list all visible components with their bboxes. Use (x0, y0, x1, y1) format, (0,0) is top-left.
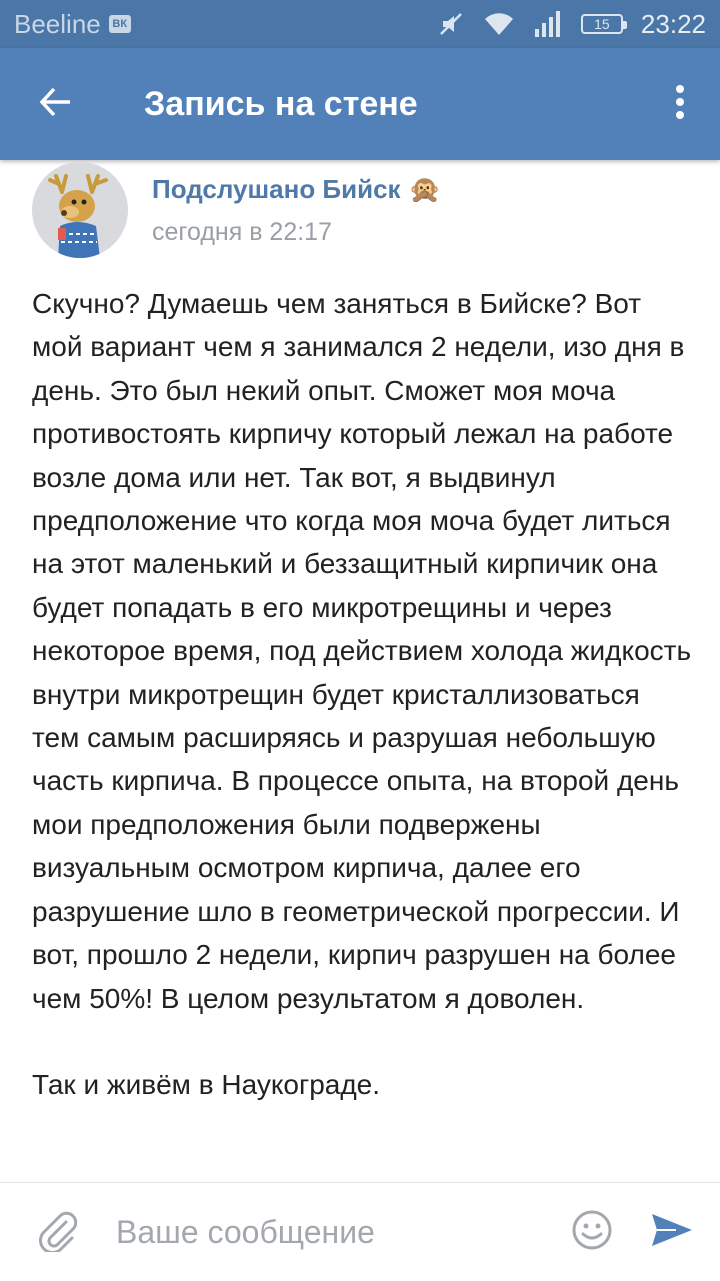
battery-icon (581, 14, 623, 34)
avatar[interactable] (32, 162, 128, 258)
post-date: сегодня в 22:17 (152, 218, 332, 246)
app-bar (0, 48, 720, 160)
post-paragraph: Скучно? Думаешь чем заняться в Бийске? Вот мой вариант чем я занимался 2 недели, изо дня в день. Это был некий опыт. Сможет моя моча противостоять кирпичу который лежал на работе возле дома или нет. Так вот, я выдвинул предположение что когда моя моча будет литься на этот маленький и беззащитный кирпичик она будет попадать в его микротрещины и через некоторое время, под действием холода жидкость внутри микротрещин будет кристаллизоваться тем самым расширяясь и разрушая небольшую часть кирпича. В процессе опыта, на второй день мои предположения были подвержены визуальным осмотром кирпича, далее его разрушение шло в геометрической прогрессии. И вот, прошло 2 недели, кирпич разрушен на более чем 50%! В целом результатом я доволен. (32, 288, 692, 1014)
wifi-icon (483, 11, 515, 37)
send-icon (650, 1212, 694, 1253)
page-title: Запись на стене (144, 84, 418, 123)
smiley-icon (571, 1209, 613, 1256)
vk-notification-icon: ВК (109, 15, 131, 33)
mute-icon (437, 10, 465, 38)
emoji-button[interactable] (560, 1183, 624, 1281)
carrier-name: Beeline (14, 8, 101, 39)
status-icons (437, 9, 706, 40)
attach-button[interactable] (0, 1183, 116, 1281)
paragraph-gap (32, 1020, 692, 1063)
post-text (32, 282, 692, 1106)
author-name: Подслушано Бийск (152, 174, 401, 204)
more-options-button[interactable] (640, 48, 720, 160)
clock: 23:22 (640, 8, 706, 39)
message-composer (0, 1182, 720, 1281)
send-button[interactable] (624, 1183, 720, 1281)
back-button[interactable] (0, 48, 112, 160)
status-bar (0, 0, 720, 48)
post-header (32, 162, 692, 258)
signal-icon (533, 11, 563, 37)
battery-level: 15 (594, 16, 610, 32)
monkey-emoji-icon: 🙊 (408, 174, 441, 204)
paperclip-icon (36, 1208, 80, 1257)
more-vertical-icon (675, 84, 685, 125)
deer-avatar-icon (32, 162, 128, 258)
arrow-left-icon (38, 84, 74, 125)
post-paragraph: Так и живём в Наукограде. (32, 1068, 381, 1100)
message-input[interactable] (116, 1202, 560, 1262)
post-author-link[interactable] (152, 174, 441, 205)
